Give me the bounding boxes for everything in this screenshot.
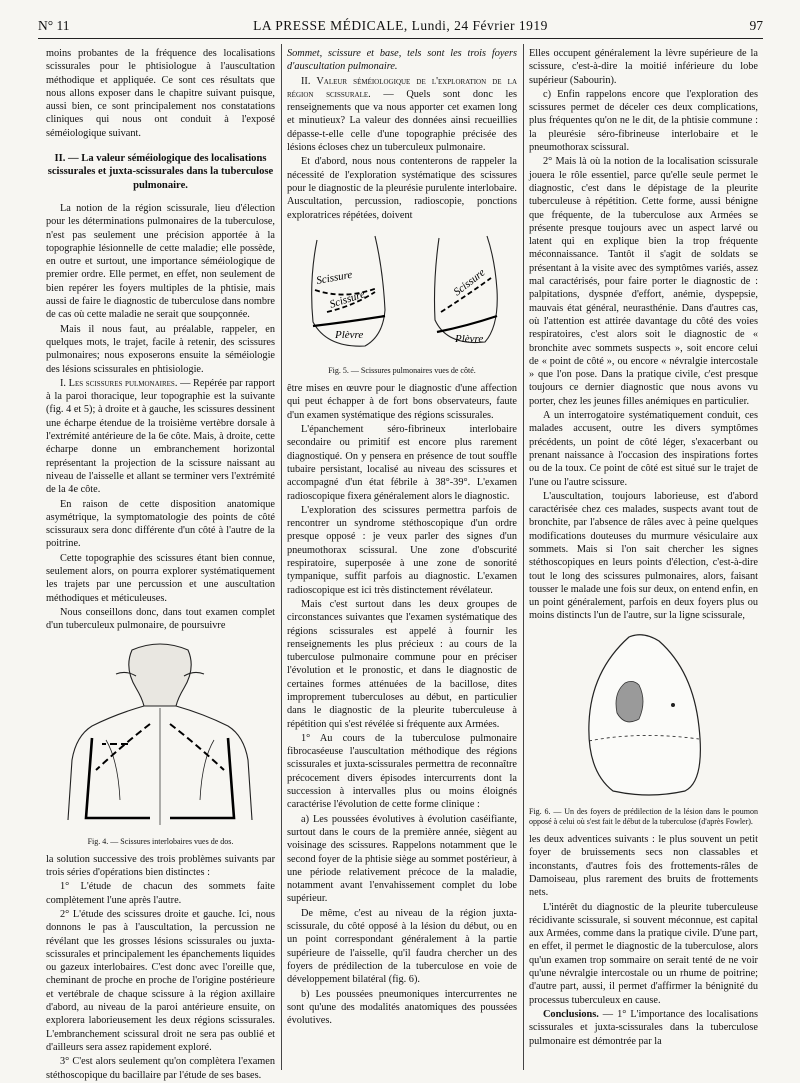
- paragraph: être mises en œuvre pour le diagnostic d'une affection qui peut échapper à de fort bons observateurs, faute d'un examen systématique des régions scissurales.: [287, 383, 517, 421]
- figure-4: [46, 640, 275, 846]
- paragraph: En raison de cette disposition anatomique asymétrique, la symptomatologie des points de côté scissuraux sera donc différente d'un côté à l'autre de la poitrine.: [46, 498, 275, 550]
- paragraph: Et d'abord, nous nous contenterons de rappeler la nécessité de l'exploration systématique des scissures pour le diagnostic de la pleurésie purulente interlobaire. Auscultation, percussion, radioscopie, ponctions exploratrices répétées, doivent: [287, 156, 517, 221]
- paragraph: [529, 1008, 758, 1048]
- figure-caption: Fig. 4. — Scissures interlobaires vues de dos.: [87, 836, 234, 846]
- lung-lesion-illustration: [529, 631, 758, 801]
- paragraph: 2° Mais là où la notion de la localisation scissurale jouera le rôle essentiel, parce qu'elle seule permet le diagnostic, c'est dans le dépistage de la pleurite tuberculeuse à répétition. Cette forme, aussi bénigne que fréquente, de la tuberculose aux Armées se présente presque toujours avec un aspect larvé ou latent qui en explique bien la trop fréquente méconnaissance. Tantôt il s'agit de soldats se présentant à la visite avec des symptômes variés, assez mal caractérisés, pour faire porter le diagnostic de : palpitations, dyspnée d'effort, anémie, dyspepsie, mauvais état général, neurasthénie. Dans d'autres cas, où l'attention est attirée davantage du côté des voies respiratoires, c'est alors soit le diagnostic de « bronchite avec sommets suspects », soit encore celui de « point de côté », ou encore « névralgie intercostale » que l'on pose. Dans la pratique civile, c'est presque toujours ce dernier diagnostic que nous avons vu porter, chez les jeunes filles anémiques en particulier.: [529, 156, 758, 407]
- run-in-heading: Conclusions.: [543, 1008, 599, 1020]
- section-heading: II. — La valeur séméiologique des localisations scissurales et juxta-scissurales dans la tuberculose pulmonaire.: [47, 153, 274, 191]
- paragraph: Sommet, scissure et base, tels sont les trois foyers d'auscultation pulmonaire.: [287, 48, 517, 73]
- plevre-label: Plèvre: [455, 332, 484, 345]
- page-number-right: 97: [749, 18, 763, 33]
- paragraph: L'intérêt du diagnostic de la pleurite tuberculeuse récidivante scissurale, si souvent méconnue, est capital aux Armées, comme dans la pratique civile. D'une part, en effet, il permet le diagnostic de la tuberculose, alors qu'un examen trop sommaire on serait tenté de ne voir qu'une névralgie intercostale ou un rhume de poitrine; d'autre part, aussi, il permet d'affirmer la bénignité du processus tuberculeux en cause.: [529, 901, 758, 1006]
- paragraph: De même, c'est au niveau de la région juxta-scissurale, du côté opposé à la lésion du début, ou en un point correspondant généralement à la partie supérieure de l'aisselle, qu'il faudra chercher un des foyers de prédilection de la tuberculose en voie de développement bilatéral (fig. 6).: [287, 907, 517, 986]
- paragraph: 3° C'est alors seulement qu'on complètera l'examen stéthoscopique du bacillaire par l'étude de ses bases.: [46, 1056, 275, 1081]
- paragraph-text: — 1° L'importance des localisations scissurales et juxta-scissurales dans la tuberculose pulmonaire est démontrée par la: [529, 1008, 758, 1047]
- paragraph: La notion de la région scissurale, lieu d'élection pour les déterminations pulmonaires de la tuberculose, n'est pas seulement une précision apportée à la topographie lésionnelle de cette maladie; elle possède, en outre et surtout, une importance séméiologique de premier ordre. Elle permet, en effet, non seulement de bien repérer les foyers multiples de la phtisie, mais aussi de faire le diagnostic de tuberculose dans nombre de cas où cette maladie ne serait que soupçonnée.: [46, 202, 275, 321]
- paragraph: la solution successive des trois problèmes suivants par trois séries d'opérations bien distinctes :: [46, 853, 275, 879]
- paragraph: [46, 377, 275, 497]
- header-rule: [38, 38, 763, 39]
- paragraph: 1° Au cours de la tuberculose pulmonaire fibrocaséeuse l'auscultation méthodique des régions scissurales et juxta-scissurales permettra de reconnaître précocement divers épisodes intercurrents dont la succession à intervalles plus ou moins éloignés caractérise l'évolution de cette forme clinique :: [287, 732, 517, 811]
- column-3: [529, 47, 758, 1049]
- figure-caption: Fig. 6. — Un des foyers de prédilection de la lésion dans le poumon opposé à celui où s'est fait le début de la tuberculose (d'après Fowler).: [529, 807, 758, 827]
- paragraph: 2° L'étude des scissures droite et gauche. Ici, nous donnons le pas à l'auscultation, la percussion ne révélant que les grosses lésions scissurales ou juxta-scissurales et principalement les épanchements liquides ou gazeux interlobaires. C'est donc avec l'oreille que, cheminant de proche en proche de l'origine postérieure et vertébrale de chaque scissure à la région axillaire d'abord, au niveau de la paroi antérieure ensuite, on explorera laborieusement les deux régions scissurales. L'embranchement scissural droit ne sera pas oublié et d'ailleurs sera assez rapidement exploré.: [46, 908, 275, 1053]
- figure-caption: Fig. 5. — Scissures pulmonaires vues de côté.: [328, 366, 476, 376]
- figure-5: [287, 230, 517, 376]
- paragraph: Mais c'est surtout dans les deux groupes de circonstances suivantes que l'examen systématique des régions scissurales est appelé à fournir les renseignements les plus précieux : au cours de la tuberculose pulmonaire commune pour en préciser l'évolution et le pronostic, et dans le diagnostic de certaines formes atténuées de la bacillose, dites improprement tuberculoses au début, en particulier dans le diagnostic de la pleurite tuberculeuse à répétition qui s'est révélée si fréquente aux Armées.: [287, 598, 517, 730]
- figure-6: [529, 631, 758, 827]
- paragraph: c) Enfin rappelons encore que l'exploration des scissures permet de déceler ces deux complications, plus fréquentes qu'on ne le dit, de la phtisie commune : la pleurésie séro-fibrineuse interlobaire et le pneumothorax scissural.: [529, 88, 758, 154]
- journal-title: LA PRESSE MÉDICALE, Lundi, 24 Février 1919: [253, 18, 548, 33]
- paragraph: Mais il nous faut, au préalable, rappeler, en quelques mots, le trajet, facile à retenir, des scissures pulmonaires; nous exposerons ensuite la séméiologie des lésions scissurales en phtisiologie.: [46, 323, 275, 375]
- run-in-heading: I. Les scissures pulmonaires.: [60, 377, 178, 389]
- run-in-heading: II. Valeur séméiologique de l'exploration de la région scissurale.: [287, 75, 517, 100]
- paragraph: L'auscultation, toujours laborieuse, est d'abord caractérisée chez ces malades, suspects avant tout de bronchite, par l'absence de râles avec à peine quelques modifications douteuses du murmure vésiculaire aux sommets. Mais si l'on sait chercher les signes stéthoscopiques en leurs points d'élection, c'est-à-dire tout le long des scissures pulmonaires, alors, faisant tousser le malade une fois sur deux, on entend enfin, en un point généralement, parfois en deux foyers plus ou moins distincts l'un de l'autre, sur la ligne scissurale,: [529, 490, 758, 622]
- page-header: [38, 18, 763, 38]
- paragraph: 1° L'étude de chacun des sommets faite complètement l'une après l'autre.: [46, 881, 275, 906]
- paragraph: L'exploration des scissures permettra parfois de rencontrer un syndrome stéthoscopique d'un ordre presque opposé : je veux parler des signes d'un pneumothorax scissural. Une zone d'obscurité respiratoire, superposée à une zone de sonorité tympanique, suffit parfois au diagnostic. L'examen radioscopique est ici très distinctement révélateur.: [287, 504, 517, 596]
- scissure-label: Scissure: [451, 266, 488, 299]
- paragraph: b) Les poussées pneumoniques intercurrentes ne sont qu'une des modalités anatomiques des poussées évolutives.: [287, 988, 517, 1027]
- paragraph: Elles occupent généralement la lèvre supérieure de la scissure, c'est-à-dire la moitié inférieure du lobe supérieur (Sabourin).: [529, 48, 758, 86]
- plevre-label: Plèvre: [335, 328, 364, 341]
- paragraph: [287, 75, 517, 155]
- paragraph-text: — Repérée par rapport à la paroi thoracique, leur topographie est la suivante (fig. 4 et 5); à droite et à gauche, les scissures dessinent une écharpe étendue de la troisième vertèbre dorsale à l'extrémité antérieure de la 6e côte. Mais, à droite, cette écharpe donne un embranchement horizontal représentant la projection de la scissure naissant au niveau de l'aisselle et allant se terminer vers l'extrémité de la 4e côte.: [46, 377, 275, 496]
- paragraph: moins probantes de la fréquence des localisations scissurales pour le phtisiologue à l'auscultation méthodique et appliquée. Ce sont ces résultats que nous allons exposer dans le chapitre suivant puisque, aussi bien, ce sont principalement nos constatations cliniques qui nous ont conduit à l'exposé séméiologique suivant.: [46, 48, 275, 139]
- page-number-left: N° 11: [38, 18, 70, 33]
- column-divider: [281, 44, 282, 1070]
- paragraph: Cette topographie des scissures étant bien connue, seulement alors, on pourra explorer systématiquement les trajets par une percussion et une auscultation méthodiques et méticuleuses.: [46, 552, 275, 604]
- back-illustration: [46, 640, 275, 830]
- paragraph: a) Les poussées évolutives à évolution caséifiante, surtout dans le cours de la première année, siègent au voisinage des scissures. Rappelons notamment que le second foyer de la phtisie siège au sommet postérieur, à une période relativement précoce de la maladie, notamment avant l'envahissement complet du lobe supérieur.: [287, 813, 517, 905]
- column-divider: [523, 44, 524, 1070]
- paragraph: les deux adventices suivants : le plus souvent un petit foyer de bruissements secs non classables et inconstants, d'autres fois des frottements-râles de Damoiseau, plus rarement des bruits de frottements nets.: [529, 834, 758, 899]
- column-2: [287, 47, 517, 1028]
- paragraph: L'épanchement séro-fibrineux interlobaire secondaire ou primitif est encore plus rarement diagnostiqué. On y pensera en présence de tout souffle tubaire persistant, localisé au niveau des scissures et accompagné d'un état fébrile à 38°-39°. L'examen radioscopique fixera généralement alors le diagnostic.: [287, 424, 517, 502]
- paragraph-text: — Quels sont donc les renseignements que va nous apporter cet examen long et minutieux? La valeur des données ainsi recueillies dépasse-t-elle celle d'une topographie précisée des lésions écloses chez un tuberculeux pulmonaire.: [287, 88, 517, 154]
- paragraph: Nous conseillons donc, dans tout examen complet d'un tuberculeux pulmonaire, de poursuivre: [46, 606, 275, 632]
- scissure-label: Scissure: [328, 288, 367, 311]
- scissure-label: Scissure: [315, 268, 354, 287]
- lung-side-illustration: [287, 230, 517, 360]
- column-1: [46, 47, 275, 1083]
- paragraph: A un interrogatoire systématiquement conduit, ces malades accusent, outre les divers symptômes précédents, un point de côté léger, s'exacerbant ou prenant naissance à l'occasion des inspirations fortes ou de la toux. Ce point de côté est situé sur le trajet de l'une ou l'autre scissure.: [529, 410, 758, 488]
